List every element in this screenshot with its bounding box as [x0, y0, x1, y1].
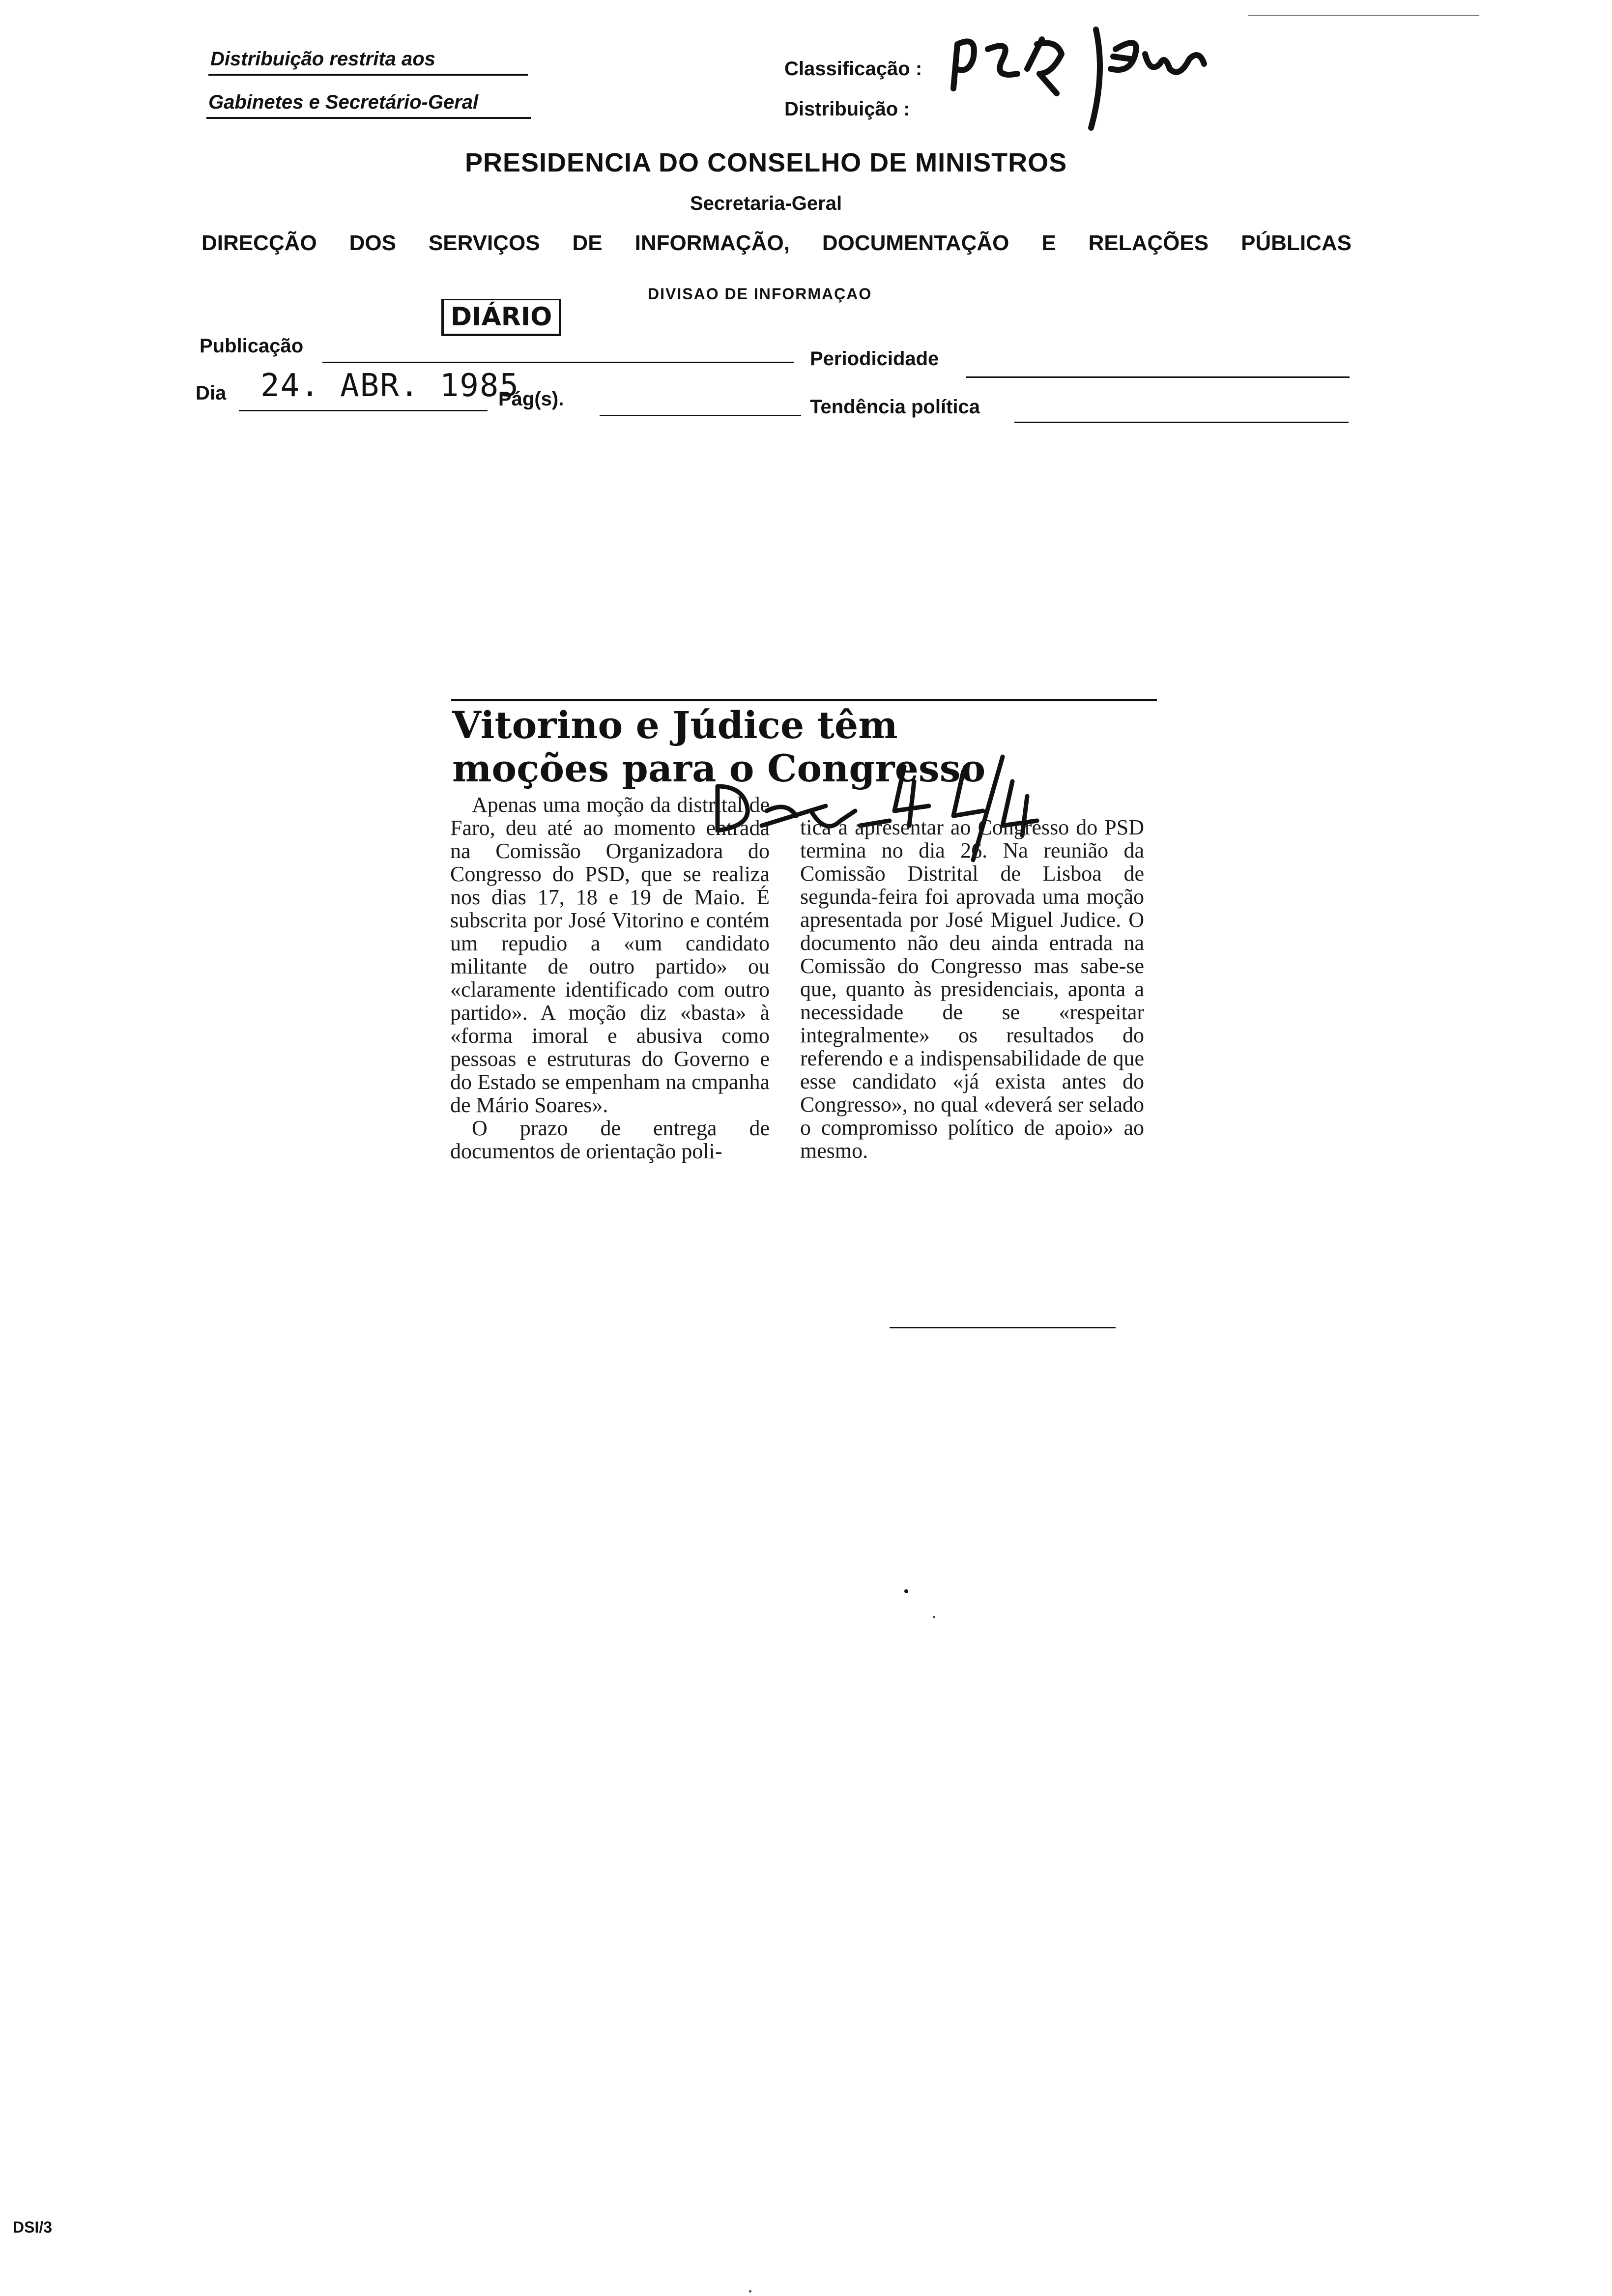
distribution-underline2 [206, 117, 531, 119]
article-headline-line2: moções para o Congresso [452, 746, 986, 790]
tendencia-field-line [1014, 422, 1349, 423]
directorate-word: DIRECÇÃO [202, 231, 317, 255]
handwritten-classification [944, 20, 1219, 133]
scan-speck [904, 1589, 908, 1593]
periodicidade-label: Periodicidade [810, 348, 939, 370]
article-col1-paragraph: O prazo de entrega de documentos de orientação poli- [450, 1116, 770, 1163]
publicacao-label: Publicação [200, 335, 304, 357]
pags-label: Pág(s). [498, 388, 564, 410]
directorate-word: SERVIÇOS [428, 231, 540, 255]
directorate-title [202, 231, 1352, 256]
scan-speck [933, 1616, 935, 1618]
article-column-1 [450, 793, 770, 1163]
form-code: DSI/3 [13, 2218, 53, 2236]
article-column-2 [800, 816, 1144, 1162]
directorate-word: PÚBLICAS [1241, 231, 1352, 255]
article-headline-line1: Vitorino e Júdice têm [452, 703, 898, 747]
distribution-note-line2: Gabinetes e Secretário-Geral [208, 91, 479, 113]
organization-title: PRESIDENCIA DO CONSELHO DE MINISTROS [465, 148, 1067, 177]
clipping-bottom-rule [890, 1327, 1116, 1328]
article-col2-paragraph: tica a apresentar ao Congresso do PSD termina no dia 26. Na reunião da Comissão Distrital de Lisboa de segunda-feira foi aprovada uma moção apresentada por José Miguel Judice. O documento não deu ainda entrada na Comissão do Congresso mas sabe-se que, quanto às presidenciais, aponta a necessidade de se «respeitar integralmente» os resultados do referendo e a indispensabilidade de que esse candidato «já exista antes do Congresso», no qual «deverá ser selado o compromisso político de apoio» ao mesmo. [800, 815, 1144, 1163]
clipping-top-rule [451, 699, 1157, 701]
directorate-word: INFORMAÇÃO, [634, 231, 790, 255]
periodicidade-field-line [966, 376, 1350, 378]
pags-field-line [600, 415, 801, 416]
directorate-word: RELAÇÕES [1088, 231, 1209, 255]
scan-speck [749, 2290, 751, 2293]
directorate-word: DOS [349, 231, 396, 255]
distribuicao-label: Distribuição : [784, 98, 910, 120]
publicacao-field-line [322, 362, 794, 363]
dia-field-line [239, 410, 488, 411]
division-title: DIVISAO DE INFORMAÇAO [648, 285, 872, 303]
dia-label: Dia [196, 382, 227, 404]
publicacao-stamp: DIÁRIO [441, 299, 561, 336]
distribution-underline1 [208, 74, 528, 76]
directorate-word: E [1041, 231, 1056, 255]
secretaria-title: Secretaria-Geral [690, 193, 842, 214]
tendencia-label: Tendência política [810, 396, 980, 418]
classificacao-label: Classificação : [784, 58, 922, 80]
dia-value: 24. ABR. 1985 [260, 368, 519, 404]
distribution-note-line1: Distribuição restrita aos [210, 48, 435, 70]
directorate-word: DOCUMENTAÇÃO [822, 231, 1009, 255]
directorate-word: DE [572, 231, 603, 255]
scan-edge-line [1248, 15, 1479, 16]
article-col1-paragraph: Apenas uma moção da distrital de Faro, deu até ao momento entrada na Comissão Organizadora do Congresso do PSD, que se realiza nos dias 17, 18 e 19 de Maio. É subscrita por José Vitorino e contém um repudio a «um candidato militante de outro partido» ou «claramente identificado com outro partido». A moção diz «basta» à «forma imoral e abusiva como pessoas e estruturas do Governo e do Estado se empenham na cmpanha de Mário Soares». [450, 793, 770, 1117]
